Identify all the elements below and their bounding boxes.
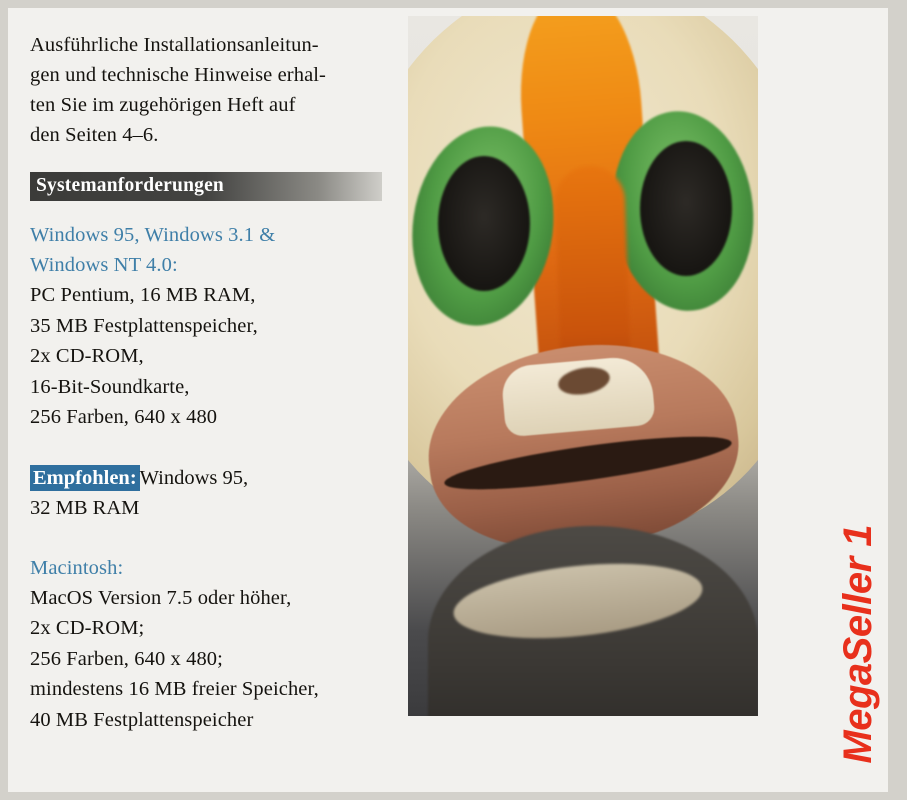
windows-spec-4: 16-Bit-Soundkarte,	[30, 375, 190, 398]
macintosh-spec-1: MacOS Version 7.5 oder höher,	[30, 586, 292, 609]
recommended-value: Windows 95,	[139, 466, 249, 489]
intro-line-2: gen und technische Hinweise erhal-	[30, 64, 326, 86]
macintosh-specs	[30, 583, 405, 736]
macintosh-heading	[30, 553, 405, 583]
intro-line-1: Ausführliche Installationsanleitun-	[30, 34, 319, 56]
macintosh-heading-line: Macintosh:	[30, 556, 124, 579]
recommended-second-line: 32 MB RAM	[30, 496, 140, 519]
creature-left-pupil	[438, 156, 530, 291]
intro-line-4: den Seiten 4–6.	[30, 124, 159, 146]
spacer-1	[30, 433, 405, 463]
windows-specs	[30, 280, 405, 433]
windows-spec-3: 2x CD-ROM,	[30, 345, 144, 367]
windows-heading-line-2: Windows NT 4.0:	[30, 254, 178, 276]
creature-artwork	[408, 16, 758, 716]
section-header-label: Systemanforderungen	[36, 175, 224, 196]
intro-paragraph	[30, 30, 405, 150]
paper-panel	[8, 8, 888, 792]
windows-spec-2: 35 MB Festplattenspeicher,	[30, 314, 258, 337]
macintosh-spec-3: 256 Farben, 640 x 480;	[30, 647, 223, 670]
megaseller-badge: MegaSeller 1	[836, 525, 880, 764]
macintosh-spec-4: mindestens 16 MB freier Speicher,	[30, 678, 319, 700]
creature-right-pupil	[640, 141, 732, 276]
recommended-badge: Empfohlen:	[30, 465, 140, 491]
macintosh-spec-5: 40 MB Festplattenspeicher	[30, 708, 254, 731]
section-header-bar	[30, 172, 382, 201]
windows-heading	[30, 220, 405, 280]
windows-spec-1: PC Pentium, 16 MB RAM,	[30, 284, 256, 306]
macintosh-spec-2: 2x CD-ROM;	[30, 617, 145, 639]
windows-heading-line-1: Windows 95, Windows 3.1 &	[30, 224, 276, 246]
spacer-2	[30, 523, 405, 553]
text-column	[30, 30, 405, 735]
windows-spec-5: 256 Farben, 640 x 480	[30, 406, 218, 428]
creature-teeth	[500, 355, 656, 438]
recommended-line	[30, 463, 405, 493]
intro-line-3: ten Sie im zugehörigen Heft auf	[30, 94, 296, 116]
